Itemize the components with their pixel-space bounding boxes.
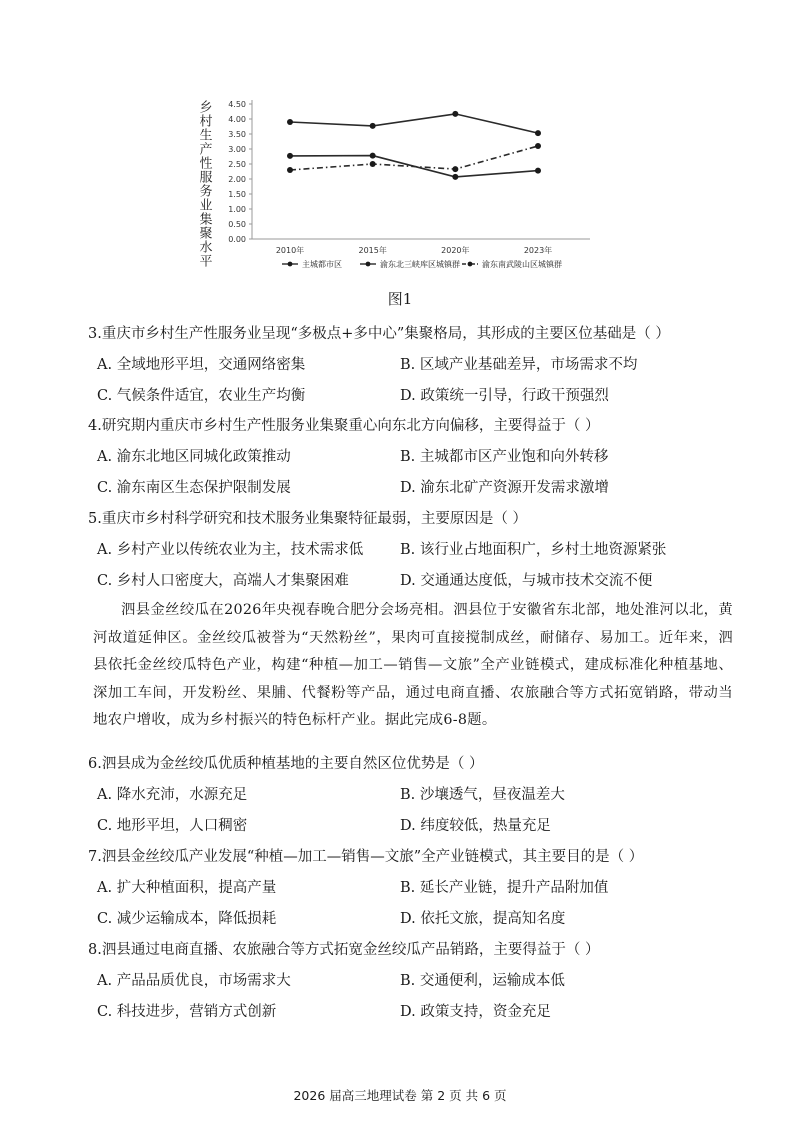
data-point bbox=[370, 123, 376, 129]
data-point bbox=[287, 167, 293, 173]
data-point bbox=[535, 130, 541, 136]
q4-option-d[interactable]: D. 渝东北矿产资源开发需求激增 bbox=[400, 480, 609, 496]
data-point bbox=[452, 111, 458, 117]
figure-caption: 图1 bbox=[387, 290, 413, 308]
q4-option-c[interactable]: C. 渝东南区生态保护限制发展 bbox=[97, 480, 291, 496]
q8-option-a[interactable]: A. 产品品质优良，市场需求大 bbox=[97, 973, 291, 989]
x-tick-label: 2020年 bbox=[441, 246, 470, 255]
q6-option-d[interactable]: D. 纬度较低，热量充足 bbox=[400, 818, 551, 834]
data-point bbox=[370, 161, 376, 167]
data-point bbox=[452, 166, 458, 172]
data-point bbox=[535, 168, 541, 174]
q3-option-c[interactable]: C. 气候条件适宜，农业生产均衡 bbox=[97, 388, 306, 404]
question-3-stem: 3.重庆市乡村生产性服务业呈现“多极点+多中心”集聚格局，其形成的主要区位基础是（ ） bbox=[88, 326, 670, 342]
q7-option-b[interactable]: B. 延长产业链，提升产品附加值 bbox=[400, 880, 609, 896]
y-tick-label: 2.00 bbox=[228, 175, 246, 184]
question-5-stem: 5.重庆市乡村科学研究和技术服务业集聚特征最弱，主要原因是（ ） bbox=[88, 511, 527, 527]
q7-option-a[interactable]: A. 扩大种植面积，提高产量 bbox=[97, 880, 277, 896]
question-7-stem: 7.泗县金丝绞瓜产业发展“种植—加工—销售—文旅”全产业链模式，其主要目的是（ ） bbox=[88, 849, 644, 865]
q8-option-d[interactable]: D. 政策支持，资金充足 bbox=[400, 1004, 551, 1020]
q3-option-d[interactable]: D. 政策统一引导，行政干预强烈 bbox=[400, 388, 609, 404]
y-tick-label: 4.50 bbox=[228, 100, 246, 109]
q8-option-c[interactable]: C. 科技进步，营销方式创新 bbox=[97, 1004, 277, 1020]
q7-option-c[interactable]: C. 减少运输成本，降低损耗 bbox=[97, 911, 277, 927]
series-line-1 bbox=[290, 114, 538, 133]
q7-option-d[interactable]: D. 依托文旅，提高知名度 bbox=[400, 911, 566, 927]
q5-option-a[interactable]: A. 乡村产业以传统农业为主，技术需求低 bbox=[97, 542, 364, 558]
data-point bbox=[535, 143, 541, 149]
y-tick-label: 1.50 bbox=[228, 190, 246, 199]
question-8-stem: 8.泗县通过电商直播、农旅融合等方式拓宽金丝绞瓜产品销路，主要得益于（ ） bbox=[88, 942, 600, 958]
data-point bbox=[452, 174, 458, 180]
q5-option-b[interactable]: B. 该行业占地面积广，乡村土地资源紧张 bbox=[400, 542, 667, 558]
chart-series bbox=[287, 111, 541, 180]
data-point bbox=[287, 119, 293, 125]
q8-option-b[interactable]: B. 交通便利，运输成本低 bbox=[400, 973, 565, 989]
legend-marker bbox=[468, 262, 473, 267]
legend-label-1: 主城都市区 bbox=[302, 260, 342, 269]
legend-label-2: 渝东北三峡库区城镇群 bbox=[380, 260, 460, 269]
y-tick-label: 2.50 bbox=[228, 160, 246, 169]
y-tick-label: 0.00 bbox=[228, 235, 246, 244]
page-footer: 2026 届高三地理试卷 第 2 页 共 6 页 bbox=[293, 1088, 507, 1103]
q3-option-a[interactable]: A. 全域地形平坦，交通网络密集 bbox=[97, 357, 306, 373]
series-line-3 bbox=[290, 146, 538, 170]
legend-marker bbox=[366, 262, 371, 267]
y-axis-label: 乡村生产性服务业集聚水平 bbox=[196, 100, 212, 268]
reading-passage: 泗县金丝绞瓜在2026年央视春晚合肥分会场亮相。泗县位于安徽省东北部，地处淮河以北，黄河故道延伸区。金丝绞瓜被誉为“天然粉丝”，果肉可直接搅制成丝，耐储存、易加工。近年来，泗县依托金丝绞瓜特色产业，构建“种植—加工—销售—文旅”全产业链模式，建成标准化种植基地、深加工车间，开发粉丝、果脯、代餐粉等产品，通过电商直播、农旅融合等方式拓宽销路，带动当地农户增收，成为乡村振兴的特色标杆产业。据此完成6-8题。 bbox=[93, 602, 733, 728]
q6-option-b[interactable]: B. 沙壤透气，昼夜温差大 bbox=[400, 787, 565, 803]
q6-option-a[interactable]: A. 降水充沛，水源充足 bbox=[97, 787, 248, 803]
y-tick-label: 3.50 bbox=[228, 130, 246, 139]
chart-axes bbox=[228, 100, 590, 255]
legend-label-3: 渝东南武陵山区城镇群 bbox=[482, 260, 562, 269]
question-6-stem: 6.泗县成为金丝绞瓜优质种植基地的主要自然区位优势是（ ） bbox=[88, 756, 484, 772]
data-point bbox=[370, 153, 376, 159]
q5-option-c[interactable]: C. 乡村人口密度大，高端人才集聚困难 bbox=[97, 573, 349, 589]
q5-option-d[interactable]: D. 交通通达度低，与城市技术交流不便 bbox=[400, 573, 653, 589]
q6-option-c[interactable]: C. 地形平坦，人口稠密 bbox=[97, 818, 248, 834]
y-tick-label: 1.00 bbox=[228, 205, 246, 214]
q4-option-b[interactable]: B. 主城都市区产业饱和向外转移 bbox=[400, 449, 609, 465]
line-chart bbox=[190, 94, 620, 276]
y-tick-label: 4.00 bbox=[228, 115, 246, 124]
data-point bbox=[287, 153, 293, 159]
q4-option-a[interactable]: A. 渝东北地区同城化政策推动 bbox=[97, 449, 291, 465]
q3-option-b[interactable]: B. 区域产业基础差异，市场需求不均 bbox=[400, 357, 638, 373]
y-tick-label: 3.00 bbox=[228, 145, 246, 154]
x-tick-label: 2023年 bbox=[523, 246, 553, 255]
chart-legend bbox=[282, 259, 562, 269]
question-4-stem: 4.研究期内重庆市乡村生产性服务业集聚重心向东北方向偏移，主要得益于（ ） bbox=[88, 418, 600, 434]
legend-marker bbox=[288, 262, 293, 267]
x-tick-label: 2015年 bbox=[358, 246, 387, 255]
y-tick-label: 0.50 bbox=[228, 220, 246, 229]
x-tick-label: 2010年 bbox=[275, 246, 305, 255]
